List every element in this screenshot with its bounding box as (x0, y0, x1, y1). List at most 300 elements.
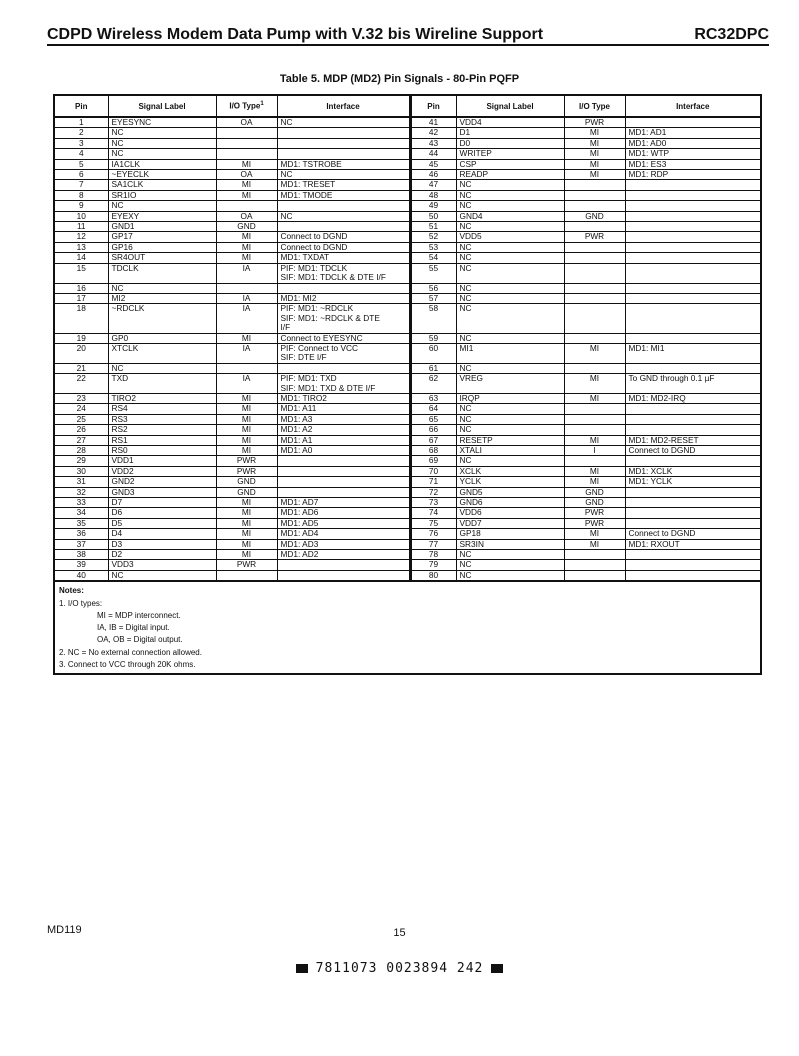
cell-pin: 80 (410, 570, 456, 580)
cell-iface (277, 149, 410, 159)
cell-signal: NC (456, 414, 564, 424)
cell-signal: XCLK (456, 466, 564, 476)
cell-signal: NC (108, 128, 216, 138)
interface-line: Connect to DGND (280, 231, 348, 242)
cell-io: MI (216, 498, 277, 508)
cell-pin: 4 (55, 149, 108, 159)
cell-io: IA (216, 293, 277, 303)
cell-signal: D2 (108, 550, 216, 560)
cell-signal: GND6 (456, 498, 564, 508)
cell-io: MI (564, 343, 625, 363)
cell-io: MI (216, 550, 277, 560)
cell-signal: RS1 (108, 435, 216, 445)
cell-iface (625, 393, 760, 403)
cell-iface (625, 293, 760, 303)
interface-line: MD1: A1 (280, 435, 313, 445)
cell-pin: 32 (55, 487, 108, 497)
table-row (55, 283, 760, 293)
cell-signal: TDCLK (108, 263, 216, 283)
cell-iface (625, 117, 760, 128)
table-row (55, 170, 760, 180)
cell-signal: NC (456, 570, 564, 580)
interface-line: MD1: AD6 (280, 507, 319, 518)
cell-io: PWR (216, 560, 277, 570)
cell-pin: 36 (55, 529, 108, 539)
cell-iface (625, 232, 760, 242)
cell-io: GND (564, 498, 625, 508)
cell-signal: SR4OUT (108, 253, 216, 263)
table-row (55, 180, 760, 190)
cell-io (564, 253, 625, 263)
interface-line: SIF: DTE I/F (280, 352, 327, 363)
cell-signal: NC (108, 283, 216, 293)
cell-signal: VDD4 (456, 117, 564, 128)
interface-line: MD1: TIRO2 (280, 393, 327, 403)
cell-iface (625, 159, 760, 169)
col-header: Pin (55, 96, 108, 117)
cell-io (564, 190, 625, 200)
cell-io (564, 263, 625, 283)
table-row (55, 529, 760, 539)
cell-signal: NC (108, 138, 216, 148)
cell-signal: VDD5 (456, 232, 564, 242)
interface-line: MD1: RDP (628, 169, 669, 180)
cell-pin: 75 (410, 518, 456, 528)
cell-signal: NC (456, 560, 564, 570)
cell-io (564, 333, 625, 343)
interface-line: SIF: MD1: TDCLK & DTE I/F (280, 272, 386, 283)
cell-signal: TIRO2 (108, 393, 216, 403)
cell-io: MI (564, 170, 625, 180)
cell-iface (277, 222, 410, 232)
cell-signal: VDD2 (108, 466, 216, 476)
cell-signal: NC (108, 149, 216, 159)
cell-signal: SA1CLK (108, 180, 216, 190)
cell-signal: D1 (456, 128, 564, 138)
footnote-mark: 1 (260, 101, 264, 108)
cell-signal: NC (456, 222, 564, 232)
cell-pin: 71 (410, 477, 456, 487)
cell-iface (625, 211, 760, 221)
table-row (55, 232, 760, 242)
cell-iface (277, 446, 410, 456)
cell-pin: 61 (410, 363, 456, 373)
interface-line: MD1: MD2-IRQ (628, 393, 686, 403)
cell-signal: ~EYECLK (108, 170, 216, 180)
cell-signal: VDD6 (456, 508, 564, 518)
interface-line: MD1: MD2-RESET (628, 435, 699, 445)
cell-iface (277, 190, 410, 200)
interface-line: MD1: A0 (280, 445, 313, 455)
cell-iface (625, 456, 760, 466)
cell-signal: MI1 (456, 343, 564, 363)
table-row (55, 149, 760, 159)
cell-pin: 42 (410, 128, 456, 138)
cell-pin: 69 (410, 456, 456, 466)
note-3: 3. Connect to VCC through 20K ohms. (59, 660, 196, 670)
table-notes (55, 580, 760, 673)
cell-io (564, 570, 625, 580)
cell-signal: CSP (456, 159, 564, 169)
cell-iface (277, 170, 410, 180)
cell-iface (277, 477, 410, 487)
cell-io: I (564, 446, 625, 456)
table-row (55, 446, 760, 456)
cell-io: MI (564, 149, 625, 159)
interface-line: MD1: MI1 (628, 343, 665, 353)
cell-iface (277, 560, 410, 570)
cell-iface (625, 128, 760, 138)
cell-io: IA (216, 263, 277, 283)
cell-io: GND (564, 487, 625, 497)
table-row (55, 333, 760, 343)
cell-iface (277, 466, 410, 476)
table-row (55, 518, 760, 528)
cell-pin: 9 (55, 201, 108, 211)
table-title: Table 5. MDP (MD2) Pin Signals - 80-Pin PQFP (279, 73, 520, 85)
interface-line: MD1: AD4 (280, 528, 319, 539)
cell-pin: 2 (55, 128, 108, 138)
cell-pin: 31 (55, 477, 108, 487)
interface-line: PIF: MD1: ~RDCLK (280, 303, 354, 314)
cell-iface (277, 435, 410, 445)
cell-signal: MI2 (108, 293, 216, 303)
table-row (55, 128, 760, 138)
col-header: Pin (410, 96, 456, 117)
cell-iface (277, 180, 410, 190)
cell-iface (625, 425, 760, 435)
cell-signal: GP17 (108, 232, 216, 242)
cell-iface (277, 283, 410, 293)
cell-io: GND (216, 222, 277, 232)
table-row (55, 539, 760, 549)
page-number: 15 (393, 927, 406, 939)
cell-io (564, 414, 625, 424)
col-header: I/O Type$^1$ (216, 96, 277, 117)
table-header-row (55, 96, 760, 117)
cell-signal: D3 (108, 539, 216, 549)
cell-iface (625, 201, 760, 211)
interface-line: I/F (280, 322, 291, 333)
part-number: RC32DPC (694, 26, 769, 43)
cell-pin: 8 (55, 190, 108, 200)
cell-io: MI (564, 138, 625, 148)
cell-io (216, 363, 277, 373)
cell-pin: 25 (55, 414, 108, 424)
cell-pin: 39 (55, 560, 108, 570)
cell-io: GND (216, 477, 277, 487)
cell-io: MI (216, 333, 277, 343)
cell-signal: D5 (108, 518, 216, 528)
cell-iface (625, 253, 760, 263)
interface-line: Connect to DGND (628, 445, 696, 455)
interface-line: MD1: WTP (628, 148, 670, 159)
cell-pin: 16 (55, 283, 108, 293)
interface-line: PIF: Connect to VCC (280, 343, 358, 353)
cell-signal: VDD1 (108, 456, 216, 466)
cell-io: MI (564, 435, 625, 445)
cell-io: MI (564, 374, 625, 394)
table-row (55, 117, 760, 128)
cell-pin: 54 (410, 253, 456, 263)
cell-io: MI (564, 539, 625, 549)
col-header: I/O Type (564, 96, 625, 117)
cell-signal: VREG (456, 374, 564, 394)
cell-pin: 64 (410, 404, 456, 414)
cell-pin: 66 (410, 425, 456, 435)
cell-iface (277, 201, 410, 211)
interface-line: MD1: AD3 (280, 539, 319, 549)
cell-signal: NC (456, 180, 564, 190)
cell-io (564, 560, 625, 570)
cell-iface (277, 404, 410, 414)
cell-signal: NC (456, 263, 564, 283)
cell-iface (625, 570, 760, 580)
cell-io (564, 456, 625, 466)
notes-title: Notes: (59, 586, 84, 596)
cell-signal: NC (456, 293, 564, 303)
cell-iface (277, 211, 410, 221)
cell-signal: YCLK (456, 477, 564, 487)
cell-io: PWR (564, 232, 625, 242)
cell-iface (277, 363, 410, 373)
cell-signal: GP16 (108, 242, 216, 252)
cell-signal: NC (456, 190, 564, 200)
table-row (55, 414, 760, 424)
cell-signal: GND4 (456, 211, 564, 221)
interface-line: SIF: MD1: TXD & DTE I/F (280, 382, 376, 393)
cell-iface (625, 343, 760, 363)
cell-pin: 24 (55, 404, 108, 414)
cell-io (564, 304, 625, 333)
cell-iface (277, 374, 410, 394)
cell-io: MI (216, 180, 277, 190)
cell-pin: 70 (410, 466, 456, 476)
cell-signal: NC (456, 253, 564, 263)
cell-io (564, 283, 625, 293)
cell-io (564, 425, 625, 435)
cell-pin: 23 (55, 393, 108, 403)
cell-pin: 26 (55, 425, 108, 435)
table-row (55, 222, 760, 232)
table-row (55, 435, 760, 445)
table-row (55, 293, 760, 303)
cell-iface (277, 253, 410, 263)
cell-pin: 28 (55, 446, 108, 456)
cell-signal: NC (108, 363, 216, 373)
cell-iface (625, 242, 760, 252)
cell-pin: 52 (410, 232, 456, 242)
table-row (55, 190, 760, 200)
cell-signal: RS3 (108, 414, 216, 424)
table-row (55, 374, 760, 394)
cell-io (216, 283, 277, 293)
cell-io (216, 128, 277, 138)
interface-line: MD1: AD2 (280, 549, 319, 560)
table-row (55, 498, 760, 508)
cell-pin: 59 (410, 333, 456, 343)
table-row (55, 487, 760, 497)
cell-signal: NC (456, 456, 564, 466)
cell-signal: NC (108, 201, 216, 211)
cell-io: IA (216, 304, 277, 333)
table-row (55, 304, 760, 333)
cell-iface (625, 446, 760, 456)
table-row (55, 425, 760, 435)
cell-pin: 22 (55, 374, 108, 394)
cell-pin: 67 (410, 435, 456, 445)
cell-pin: 17 (55, 293, 108, 303)
cell-signal: NC (456, 363, 564, 373)
note-1b: IA, IB = Digital input. (97, 623, 170, 633)
cell-signal: NC (456, 242, 564, 252)
cell-io: MI (564, 477, 625, 487)
cell-pin: 43 (410, 138, 456, 148)
cell-pin: 30 (55, 466, 108, 476)
cell-iface (625, 374, 760, 394)
cell-signal: NC (456, 304, 564, 333)
cell-pin: 79 (410, 560, 456, 570)
cell-iface (277, 232, 410, 242)
cell-iface (277, 343, 410, 363)
interface-line: MD1: TSTROBE (280, 159, 342, 169)
cell-signal: WRITEP (456, 149, 564, 159)
cell-iface (625, 539, 760, 549)
table-row (55, 508, 760, 518)
cell-pin: 47 (410, 180, 456, 190)
barcode-text: 7811073 0023894 242 (315, 961, 484, 976)
cell-io: PWR (564, 508, 625, 518)
cell-pin: 11 (55, 222, 108, 232)
cell-pin: 68 (410, 446, 456, 456)
cell-signal: D0 (456, 138, 564, 148)
cell-io: PWR (564, 117, 625, 128)
note-2: 2. NC = No external connection allowed. (59, 647, 202, 657)
cell-io (216, 138, 277, 148)
cell-iface (277, 425, 410, 435)
cell-pin: 53 (410, 242, 456, 252)
cell-io (216, 570, 277, 580)
table-row (55, 159, 760, 169)
cell-signal: XTCLK (108, 343, 216, 363)
interface-line: MD1: XCLK (628, 466, 673, 476)
cell-io: OA (216, 211, 277, 221)
cell-io (564, 242, 625, 252)
interface-line: MD1: TMODE (280, 190, 333, 200)
cell-signal: EYEXY (108, 211, 216, 221)
cell-pin: 58 (410, 304, 456, 333)
cell-signal: GND5 (456, 487, 564, 497)
cell-iface (625, 529, 760, 539)
cell-pin: 5 (55, 159, 108, 169)
interface-line: MD1: AD1 (628, 127, 667, 138)
cell-io: MI (216, 232, 277, 242)
interface-line: MD1: A2 (280, 424, 313, 435)
cell-signal: GND2 (108, 477, 216, 487)
cell-iface (625, 263, 760, 283)
cell-iface (277, 456, 410, 466)
cell-iface (277, 242, 410, 252)
interface-line: NC (280, 117, 293, 127)
cell-pin: 40 (55, 570, 108, 580)
table-row (55, 263, 760, 283)
cell-pin: 34 (55, 508, 108, 518)
cell-pin: 20 (55, 343, 108, 363)
cell-io: MI (216, 425, 277, 435)
cell-io: MI (216, 529, 277, 539)
cell-iface (625, 518, 760, 528)
cell-io: MI (216, 518, 277, 528)
cell-iface (625, 149, 760, 159)
cell-iface (277, 263, 410, 283)
interface-line: MD1: AD0 (628, 138, 667, 148)
cell-signal: IA1CLK (108, 159, 216, 169)
cell-signal: RESETP (456, 435, 564, 445)
cell-io: IA (216, 343, 277, 363)
interface-line: MD1: MI2 (280, 293, 317, 303)
cell-pin: 13 (55, 242, 108, 252)
cell-io: MI (564, 128, 625, 138)
cell-iface (277, 393, 410, 403)
cell-io: OA (216, 170, 277, 180)
cell-iface (277, 487, 410, 497)
cell-io (564, 363, 625, 373)
cell-signal: RS4 (108, 404, 216, 414)
cell-io: IA (216, 374, 277, 394)
cell-iface (277, 570, 410, 580)
cell-iface (277, 539, 410, 549)
table-row (55, 253, 760, 263)
cell-pin: 45 (410, 159, 456, 169)
table-row (55, 363, 760, 373)
cell-pin: 46 (410, 170, 456, 180)
interface-line: MD1: TRESET (280, 179, 336, 190)
interface-line: MD1: A11 (280, 403, 317, 414)
table-row (55, 343, 760, 363)
cell-pin: 19 (55, 333, 108, 343)
interface-line: MD1: RXOUT (628, 539, 680, 549)
cell-signal: NC (456, 550, 564, 560)
col-header: Interface (625, 96, 760, 117)
cell-pin: 15 (55, 263, 108, 283)
cell-io (564, 293, 625, 303)
interface-line: MD1: AD5 (280, 518, 319, 528)
cell-signal: D7 (108, 498, 216, 508)
cell-signal: VDD3 (108, 560, 216, 570)
cell-pin: 50 (410, 211, 456, 221)
cell-iface (277, 293, 410, 303)
interface-line: MD1: TXDAT (280, 252, 330, 263)
cell-pin: 37 (55, 539, 108, 549)
interface-line: PIF: MD1: TDCLK (280, 263, 348, 273)
cell-iface (625, 560, 760, 570)
col-header: Interface (277, 96, 410, 117)
cell-io (216, 201, 277, 211)
cell-pin: 3 (55, 138, 108, 148)
cell-signal: XTALI (456, 446, 564, 456)
cell-iface (625, 466, 760, 476)
cell-iface (277, 128, 410, 138)
cell-io: PWR (216, 466, 277, 476)
cell-io: PWR (564, 518, 625, 528)
cell-io: GND (564, 211, 625, 221)
interface-line: To GND through 0.1 µF (628, 373, 715, 384)
cell-pin: 7 (55, 180, 108, 190)
cell-signal: GND3 (108, 487, 216, 497)
cell-iface (277, 138, 410, 148)
pin-signal-table (53, 94, 762, 675)
cell-pin: 29 (55, 456, 108, 466)
